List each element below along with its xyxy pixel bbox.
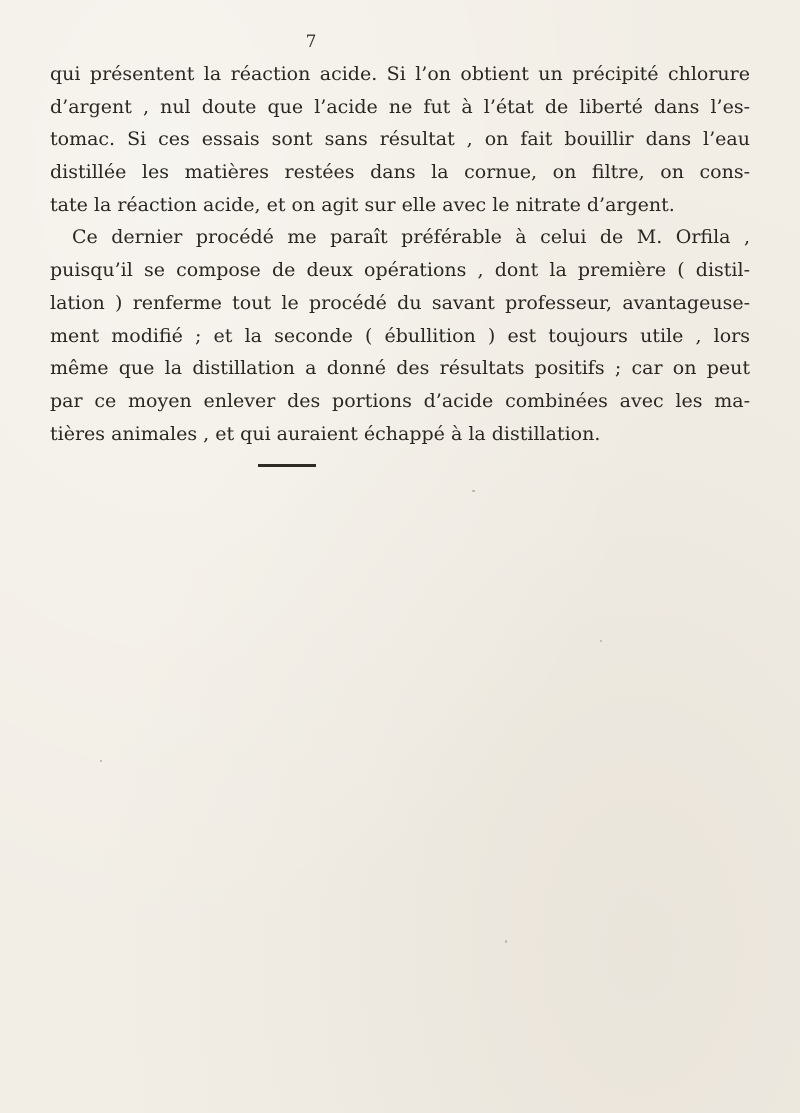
paper-speck bbox=[505, 940, 507, 943]
paper-speck bbox=[472, 490, 475, 492]
text-line: par ce moyen enlever des portions d’acide combinées avec les ma- bbox=[50, 389, 750, 412]
text-line: ment modifié ; et la seconde ( ébullition ) est toujours utile , lors bbox=[50, 324, 750, 347]
text-line: distillée les matières restées dans la cornue, on filtre, on cons- bbox=[50, 161, 750, 184]
text-line: Ce dernier procédé me paraît préférable à celui de M. Orfila , bbox=[72, 226, 750, 249]
text-line: même que la distillation a donné des résultats positifs ; car on peut bbox=[50, 357, 750, 380]
text-line: d’argent , nul doute que l’acide ne fut à l’état de liberté dans l’es- bbox=[50, 95, 750, 118]
body-text bbox=[50, 58, 750, 450]
text-line: qui présentent la réaction acide. Si l’on obtient un précipité chlorure bbox=[50, 63, 750, 85]
paragraph-1 bbox=[50, 58, 750, 221]
paper-speck bbox=[600, 640, 602, 642]
paragraph-2 bbox=[50, 221, 750, 450]
paper-speck bbox=[100, 760, 102, 762]
text-line: puisqu’il se compose de deux opérations , dont la première ( distil- bbox=[50, 259, 750, 282]
section-divider bbox=[258, 464, 316, 467]
page-number: 7 bbox=[305, 32, 317, 52]
text-line: tomac. Si ces essais sont sans résultat , on fait bouillir dans l’eau bbox=[50, 128, 750, 151]
text-line: tate la réaction acide, et on agit sur elle avec le nitrate d’argent. bbox=[50, 193, 675, 216]
text-line: tières animales , et qui auraient échappé à la distillation. bbox=[50, 422, 601, 445]
text-line: lation ) renferme tout le procédé du savant professeur, avantageuse- bbox=[50, 291, 750, 314]
